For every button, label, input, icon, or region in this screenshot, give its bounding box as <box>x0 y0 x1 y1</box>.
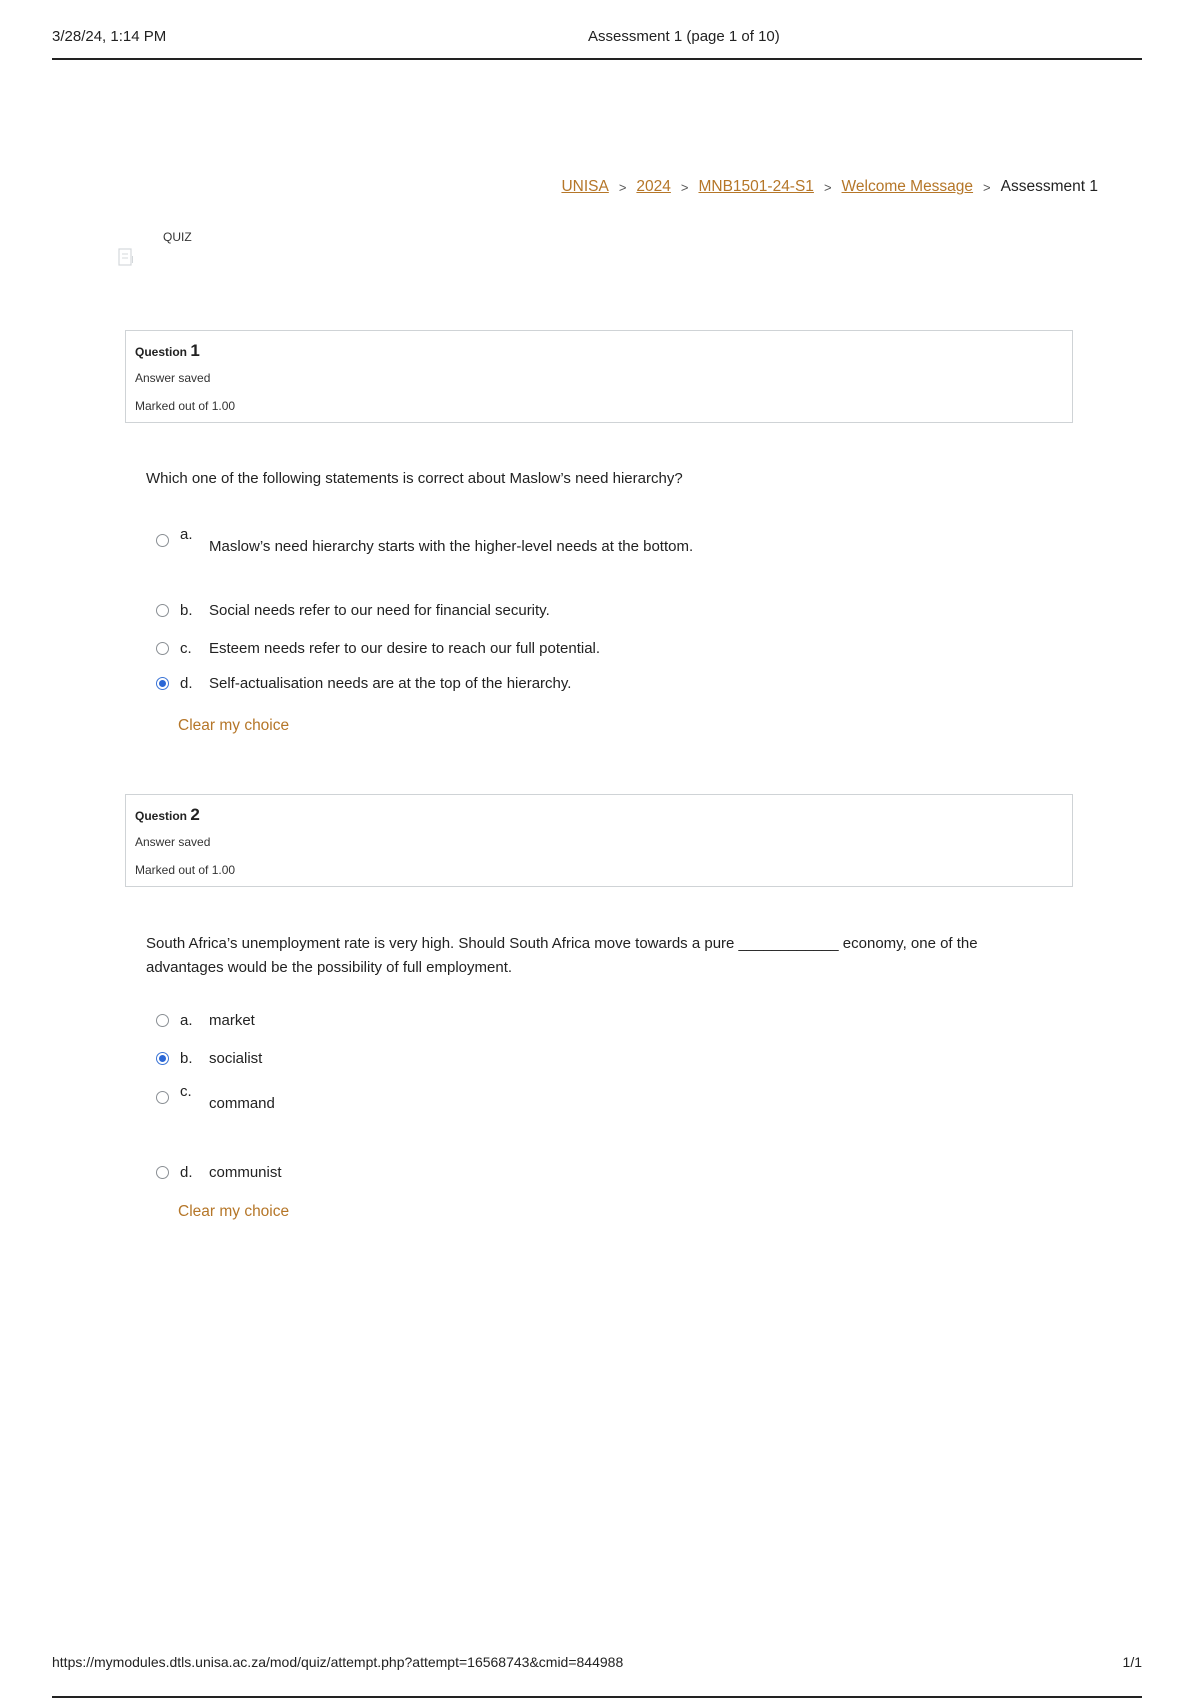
print-header <box>52 28 1142 60</box>
question-number-value: 2 <box>190 805 200 824</box>
quiz-icon <box>118 248 134 266</box>
option-text: socialist <box>209 1050 263 1067</box>
radio-button[interactable] <box>156 1014 169 1027</box>
option-letter: b. <box>180 602 193 619</box>
question-info-2 <box>125 794 1073 887</box>
option-letter: a. <box>180 1012 193 1029</box>
page-url: https://mymodules.dtls.unisa.ac.za/mod/quiz/attempt.php?attempt=16568743&cmid=844988 <box>52 1654 624 1670</box>
radio-button[interactable] <box>156 1166 169 1179</box>
breadcrumb <box>561 178 1098 196</box>
option-text: Esteem needs refer to our desire to reach our full potential. <box>209 640 601 657</box>
question-state: Answer saved <box>135 371 211 385</box>
question-state: Answer saved <box>135 835 211 849</box>
question-grade: Marked out of 1.00 <box>135 399 236 413</box>
question-text-1: Which one of the following statements is correct about Maslow’s need hierarchy? <box>146 470 683 487</box>
chevron-right-icon: > <box>823 179 832 195</box>
radio-button[interactable] <box>156 534 169 547</box>
option-letter: a. <box>180 526 193 543</box>
module-type-label: QUIZ <box>163 230 192 244</box>
option-letter: c. <box>180 1083 192 1100</box>
breadcrumb-link-module[interactable]: MNB1501-24-S1 <box>698 178 814 195</box>
question-text-2: South Africa’s unemployment rate is very high. Should South Africa move towards a pure ____________ economy, one of the advantages would be the possibility of full employment. <box>146 935 978 976</box>
clear-choice-button-1[interactable]: Clear my choice <box>178 717 290 734</box>
option-text: command <box>209 1095 275 1112</box>
option-text: Maslow’s need hierarchy starts with the higher-level needs at the bottom. <box>209 538 694 555</box>
option-text: market <box>209 1012 255 1029</box>
breadcrumb-link-welcome[interactable]: Welcome Message <box>841 178 974 195</box>
question-number-value: 1 <box>190 341 200 360</box>
chevron-right-icon: > <box>983 179 991 195</box>
chevron-right-icon: > <box>618 179 627 195</box>
question-info-1 <box>125 330 1073 423</box>
question-number <box>135 341 200 361</box>
radio-button[interactable] <box>156 642 169 655</box>
option-letter: d. <box>180 675 193 692</box>
clear-choice-button-2[interactable]: Clear my choice <box>178 1203 290 1220</box>
chevron-right-icon: > <box>680 179 689 195</box>
option-letter: c. <box>180 640 192 657</box>
page-count: 1/1 <box>1122 1654 1142 1670</box>
radio-button[interactable] <box>156 604 169 617</box>
radio-button-selected[interactable] <box>156 1052 169 1065</box>
print-datetime: 3/28/24, 1:14 PM <box>52 28 167 45</box>
breadcrumb-current: Assessment 1 <box>1000 178 1098 195</box>
question-number <box>135 805 200 825</box>
option-text: communist <box>209 1164 282 1181</box>
question-label: Question <box>135 345 188 359</box>
question-grade: Marked out of 1.00 <box>135 863 236 877</box>
option-letter: b. <box>180 1050 193 1067</box>
print-title: Assessment 1 (page 1 of 10) <box>588 28 780 45</box>
print-footer <box>52 1650 1142 1698</box>
option-letter: d. <box>180 1164 193 1181</box>
option-text: Self-actualisation needs are at the top of the hierarchy. <box>209 675 572 692</box>
radio-button[interactable] <box>156 1091 169 1104</box>
question-label: Question <box>135 809 188 823</box>
radio-button-selected[interactable] <box>156 677 169 690</box>
breadcrumb-link-year[interactable]: 2024 <box>636 178 671 195</box>
option-text: Social needs refer to our need for financial security. <box>209 602 550 619</box>
breadcrumb-link-unisa[interactable]: UNISA <box>561 178 609 195</box>
